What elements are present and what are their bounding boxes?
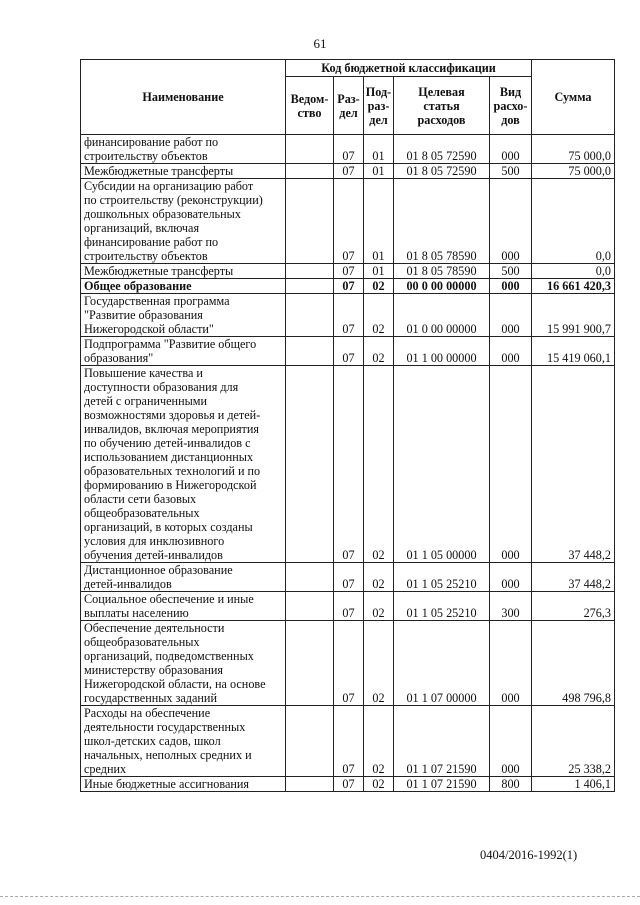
- row-target-article: 01 1 05 25210: [394, 563, 490, 592]
- row-sum: 37 448,2: [532, 563, 615, 592]
- row-name: Подпрограмма "Развитие общего образования": [81, 337, 286, 366]
- row-razdel: 07: [334, 179, 364, 264]
- row-vedomstvo: [286, 294, 334, 337]
- row-expense-type: 000: [490, 294, 532, 337]
- row-name: финансирование работ по строительству объектов: [81, 135, 286, 164]
- row-target-article: 01 1 00 00000: [394, 337, 490, 366]
- row-target-article: 00 0 00 00000: [394, 279, 490, 294]
- row-expense-type: 000: [490, 279, 532, 294]
- row-razdel: 07: [334, 592, 364, 621]
- row-name: Социальное обеспечение и иные выплаты населению: [81, 592, 286, 621]
- row-sum: 75 000,0: [532, 164, 615, 179]
- row-name: Дистанционное образование детей-инвалидов: [81, 563, 286, 592]
- table-row: [81, 264, 615, 279]
- row-vedomstvo: [286, 706, 334, 777]
- row-podrazdel: 01: [364, 135, 394, 164]
- row-vedomstvo: [286, 279, 334, 294]
- row-expense-type: 000: [490, 366, 532, 563]
- row-name: Субсидии на организацию работ по строительству (реконструкции) дошкольных образовательных организаций, включая финансирование работ по строительству объектов: [81, 179, 286, 264]
- row-sum: 0,0: [532, 179, 615, 264]
- row-expense-type: 000: [490, 179, 532, 264]
- row-podrazdel: 02: [364, 592, 394, 621]
- row-podrazdel: 01: [364, 264, 394, 279]
- row-podrazdel: 02: [364, 337, 394, 366]
- header-podrazdel: Под- раз- дел: [364, 77, 394, 135]
- row-vedomstvo: [286, 563, 334, 592]
- row-vedomstvo: [286, 135, 334, 164]
- row-podrazdel: 02: [364, 294, 394, 337]
- row-vedomstvo: [286, 164, 334, 179]
- row-razdel: 07: [334, 164, 364, 179]
- row-name: Повышение качества и доступности образования для детей с ограниченными возможностями здоровья и детей- инвалидов, включая мероприятия по обучению детей-инвалидов с использованием дистанционных образовательных технологий и по формированию в Нижегородской области сети базовых общеобразовательных организаций, в которых созданы условия для инклюзивного обучения детей-инвалидов: [81, 366, 286, 563]
- table-row: [81, 279, 615, 294]
- row-vedomstvo: [286, 592, 334, 621]
- row-sum: 498 796,8: [532, 621, 615, 706]
- row-razdel: 07: [334, 366, 364, 563]
- row-sum: 37 448,2: [532, 366, 615, 563]
- row-target-article: 01 8 05 72590: [394, 135, 490, 164]
- row-expense-type: 000: [490, 621, 532, 706]
- row-podrazdel: 02: [364, 621, 394, 706]
- row-razdel: 07: [334, 294, 364, 337]
- row-name: Государственная программа "Развитие образования Нижегородской области": [81, 294, 286, 337]
- row-name: Иные бюджетные ассигнования: [81, 777, 286, 792]
- row-sum: 1 406,1: [532, 777, 615, 792]
- header-razdel: Раз- дел: [334, 77, 364, 135]
- row-podrazdel: 02: [364, 366, 394, 563]
- table-row: [81, 563, 615, 592]
- row-razdel: 07: [334, 621, 364, 706]
- row-expense-type: 000: [490, 706, 532, 777]
- row-razdel: 07: [334, 337, 364, 366]
- row-vedomstvo: [286, 366, 334, 563]
- row-podrazdel: 01: [364, 164, 394, 179]
- header-expense-type: Вид расхо- дов: [490, 77, 532, 135]
- row-podrazdel: 02: [364, 279, 394, 294]
- document-code: 0404/2016-1992(1): [480, 848, 578, 862]
- row-sum: 25 338,2: [532, 706, 615, 777]
- row-razdel: 07: [334, 706, 364, 777]
- row-target-article: 01 1 07 21590: [394, 777, 490, 792]
- row-podrazdel: 02: [364, 563, 394, 592]
- table-row: [81, 294, 615, 337]
- header-sum: Сумма: [532, 60, 615, 135]
- budget-table: [80, 59, 615, 792]
- page-bottom-divider: [0, 896, 640, 897]
- row-expense-type: 000: [490, 135, 532, 164]
- row-razdel: 07: [334, 135, 364, 164]
- row-expense-type: 000: [490, 337, 532, 366]
- row-target-article: 01 8 05 78590: [394, 179, 490, 264]
- row-expense-type: 300: [490, 592, 532, 621]
- header-name: Наименование: [81, 60, 286, 135]
- header-code-group: Код бюджетной классификации: [286, 60, 532, 77]
- row-sum: 0,0: [532, 264, 615, 279]
- row-vedomstvo: [286, 264, 334, 279]
- row-name: Межбюджетные трансферты: [81, 164, 286, 179]
- row-expense-type: 500: [490, 164, 532, 179]
- row-expense-type: 800: [490, 777, 532, 792]
- table-body: [81, 135, 615, 792]
- row-target-article: 01 1 07 00000: [394, 621, 490, 706]
- row-sum: 15 991 900,7: [532, 294, 615, 337]
- row-razdel: 07: [334, 777, 364, 792]
- table-row: [81, 337, 615, 366]
- row-target-article: 01 8 05 78590: [394, 264, 490, 279]
- table-row: [81, 179, 615, 264]
- table-row: [81, 592, 615, 621]
- row-vedomstvo: [286, 179, 334, 264]
- row-target-article: 01 1 05 00000: [394, 366, 490, 563]
- row-razdel: 07: [334, 563, 364, 592]
- row-name: Общее образование: [81, 279, 286, 294]
- row-sum: 276,3: [532, 592, 615, 621]
- page-number: 61: [313, 36, 327, 51]
- row-name: Межбюджетные трансферты: [81, 264, 286, 279]
- row-razdel: 07: [334, 264, 364, 279]
- table-row: [81, 706, 615, 777]
- row-expense-type: 500: [490, 264, 532, 279]
- row-expense-type: 000: [490, 563, 532, 592]
- header-target-article: Целевая статья расходов: [394, 77, 490, 135]
- row-sum: 15 419 060,1: [532, 337, 615, 366]
- row-podrazdel: 02: [364, 777, 394, 792]
- table-row: [81, 777, 615, 792]
- row-target-article: 01 1 07 21590: [394, 706, 490, 777]
- row-podrazdel: 01: [364, 179, 394, 264]
- row-name: Расходы на обеспечение деятельности государственных школ-детских садов, школ начальных, неполных средних и средних: [81, 706, 286, 777]
- row-target-article: 01 0 00 00000: [394, 294, 490, 337]
- table-row: [81, 621, 615, 706]
- row-sum: 75 000,0: [532, 135, 615, 164]
- row-vedomstvo: [286, 621, 334, 706]
- table-row: [81, 135, 615, 164]
- row-podrazdel: 02: [364, 706, 394, 777]
- table-row: [81, 366, 615, 563]
- row-name: Обеспечение деятельности общеобразовательных организаций, подведомственных министерству образования Нижегородской области, на основе государственных заданий: [81, 621, 286, 706]
- row-vedomstvo: [286, 337, 334, 366]
- row-sum: 16 661 420,3: [532, 279, 615, 294]
- table-row: [81, 164, 615, 179]
- row-target-article: 01 1 05 25210: [394, 592, 490, 621]
- header-vedomstvo: Ведом- ство: [286, 77, 334, 135]
- row-razdel: 07: [334, 279, 364, 294]
- row-target-article: 01 8 05 72590: [394, 164, 490, 179]
- row-vedomstvo: [286, 777, 334, 792]
